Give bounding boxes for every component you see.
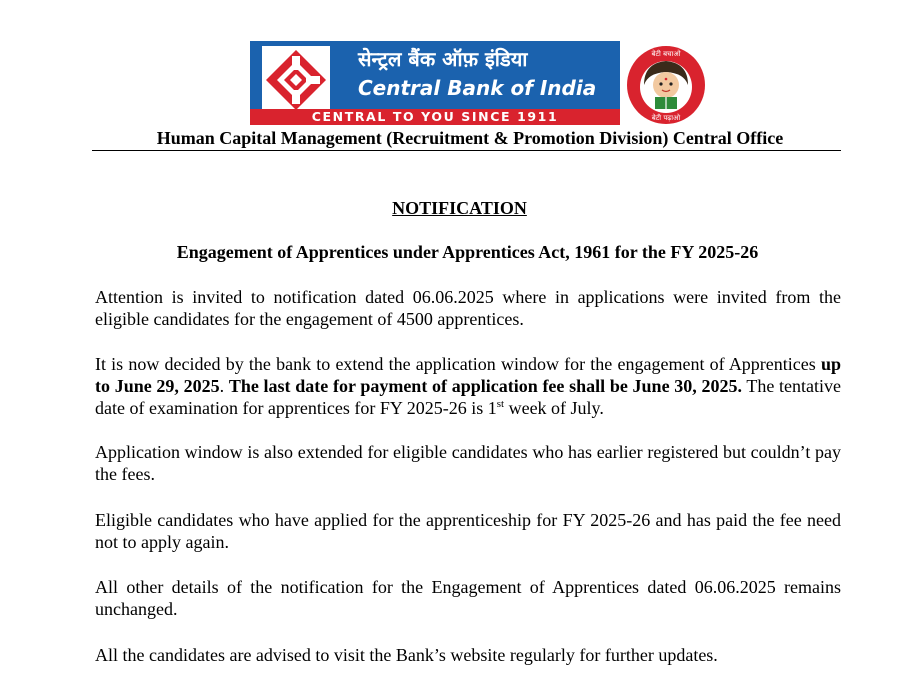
division-heading: Human Capital Management (Recruitment & Promotion Division) Central Office: [156, 128, 784, 148]
svg-text:बेटी पढ़ाओ: बेटी पढ़ाओ: [651, 114, 681, 122]
paragraph-other-details: All other details of the notification for the Engagement of Apprentices dated 06.06.2025 remains unchanged.: [95, 577, 841, 619]
ordinal-suffix: st: [496, 398, 505, 410]
bank-name-hindi: सेन्ट्रल बैंक ऑफ़ इंडिया: [358, 47, 528, 71]
notification-title: NOTIFICATION: [392, 198, 527, 218]
paragraph-already-applied: Eligible candidates who have applied for the apprenticeship for FY 2025-26 and has paid the fee need not to apply again.: [95, 510, 841, 552]
text-run: The tentative date of examination for apprentices for FY 2025-26 is 1: [95, 376, 842, 418]
notification-subject: Engagement of Apprentices under Apprentices Act, 1961 for the FY 2025-26: [176, 242, 759, 262]
paragraph-unpaid-candidates: Application window is also extended for eligible candidates who has earlier registered but couldn’t pay the fees.: [95, 442, 841, 484]
text-run: week of July.: [504, 398, 604, 418]
paragraph-website-advice: All the candidates are advised to visit the Bank’s website regularly for further updates.: [95, 645, 718, 665]
text-run: .: [219, 376, 229, 396]
fee-last-date: The last date for payment of application fee shall be June 30, 2025.: [228, 376, 742, 396]
paragraph-extension: [95, 353, 841, 419]
beti-bachao-emblem-icon: [626, 45, 706, 125]
bank-name-english: Central Bank of India: [358, 76, 597, 100]
svg-text:बेटी बचाओ: बेटी बचाओ: [651, 50, 681, 58]
text-run: It is now decided by the bank to extend the application window for the engagement of Apprentices: [95, 354, 821, 374]
header-divider: [92, 150, 841, 151]
extended-date: up to June 29, 2025: [95, 354, 841, 396]
bank-emblem-icon: [262, 46, 330, 114]
bank-tagline: CENTRAL TO YOU SINCE 1911: [250, 109, 620, 125]
bank-logo: [250, 41, 620, 125]
paragraph-attention: Attention is invited to notification dated 06.06.2025 where in applications were invited from the eligible candidates for the engagement of 4500 apprentices.: [95, 287, 841, 329]
